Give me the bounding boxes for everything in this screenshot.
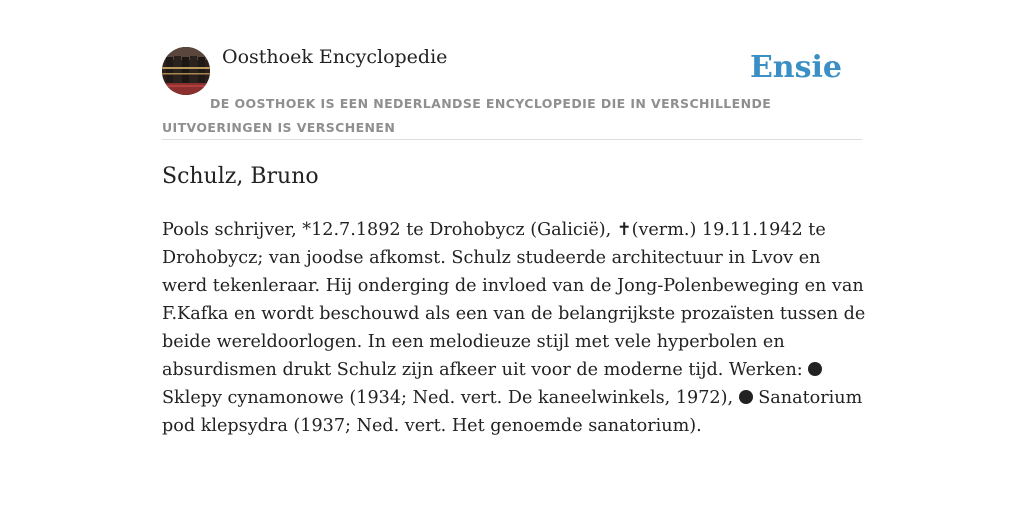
entry-title: Schulz, Bruno (162, 164, 319, 189)
entry-body (162, 216, 868, 440)
header-divider (162, 139, 862, 140)
work-item: Sklepy cynamonowe (1934; Ned. vert. De kaneelwinkels, 1972), (162, 388, 734, 408)
tagline: DE OOSTHOEK IS EEN NEDERLANDSE ENCYCLOPEDIE DIE IN VERSCHILLENDE UITVOERINGEN IS VERSCHENEN (162, 96, 772, 135)
site-name[interactable]: Oosthoek Encyclopedie (222, 46, 448, 68)
book-spines-icon[interactable] (162, 47, 210, 95)
bullet-icon (739, 390, 753, 404)
work-item: Sanatorium pod klepsydra (1937; Ned. vert. Het genoemde sanatorium). (162, 388, 863, 436)
brand-logo-link[interactable]: Ensie (749, 50, 842, 85)
bullet-icon (808, 362, 822, 376)
entry-text: Pools schrijver, *12.7.1892 te Drohobycz (Galicië), ✝(verm.) 19.11.1942 te Drohobycz; van joodse afkomst. Schulz studeerde architectuur in Lvov en werd tekenleraar. Hij onderging de invloed van de Jong-Polenbeweging en van F.Kafka en wordt beschouwd als een van de belangrijkste prozaïsten tussen de beide wereldoorlogen. In een melodieuze stijl met vele hyperbolen en absurdismen drukt Schulz zijn afkeer uit voor de moderne tijd. Werken: (162, 220, 866, 380)
